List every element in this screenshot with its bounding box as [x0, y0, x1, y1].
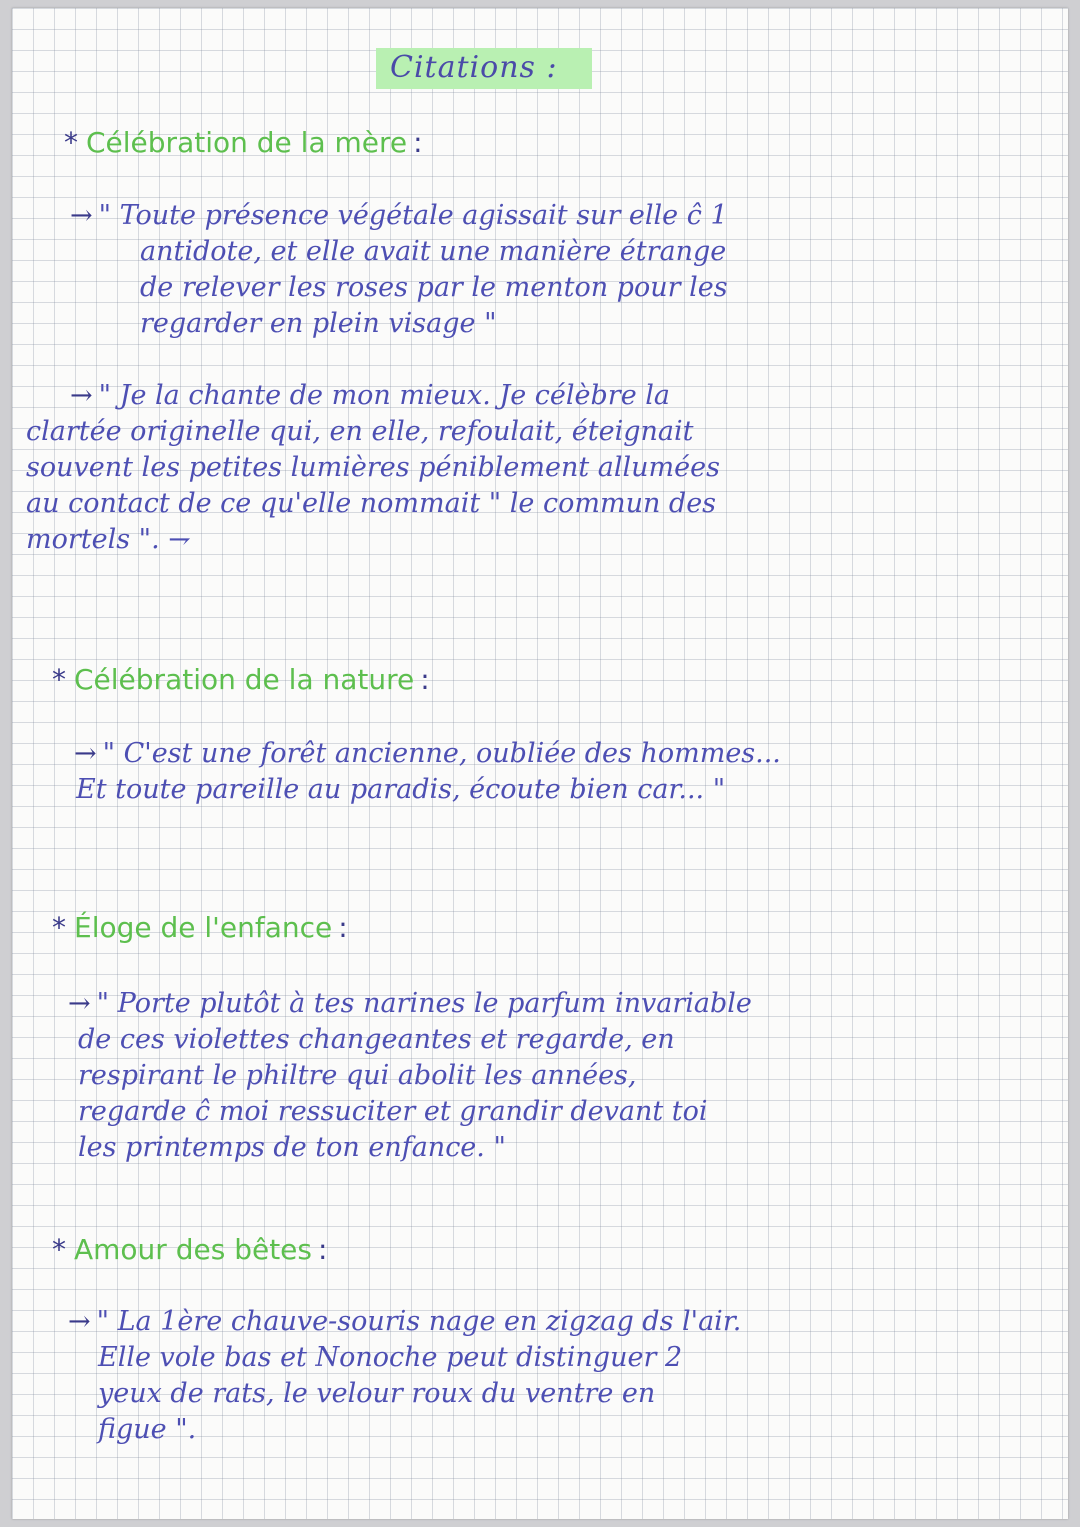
quote-line: → " Je la chante de mon mieux. Je célèbre la: [70, 380, 670, 411]
quote-line: → " Toute présence végétale agissait sur elle ĉ 1: [70, 200, 728, 231]
asterisk-icon: *: [52, 663, 66, 696]
quote-line: Elle vole bas et Nonoche peut distinguer 2: [98, 1342, 683, 1373]
quote-line: clartée originelle qui, en elle, refoulait, éteignait: [26, 416, 694, 447]
quote-line: antidote, et elle avait une manière étrange: [140, 236, 727, 267]
quote-line: au contact de ce qu'elle nommait " le commun des: [26, 488, 717, 519]
section-heading-enfance: * Éloge de l'enfance :: [52, 911, 348, 944]
asterisk-icon: *: [64, 126, 78, 159]
quote-line: figue ".: [98, 1414, 197, 1445]
quote-line: les printemps de ton enfance. ": [78, 1132, 506, 1163]
quote-line: mortels ". ⇁: [26, 524, 191, 555]
quote-line: → " C'est une forêt ancienne, oubliée des hommes...: [74, 738, 781, 769]
page-title: Citations :: [390, 50, 558, 85]
quote-betes-1: [68, 1304, 741, 1448]
quote-line: de relever les roses par le menton pour les: [140, 272, 728, 303]
quote-line: regarder en plein visage ": [140, 308, 497, 339]
notebook-page: [12, 8, 1068, 1519]
quote-nature-1: [74, 736, 781, 808]
section-heading-betes: * Amour des bêtes :: [52, 1233, 328, 1266]
quote-mere-2: [26, 378, 720, 558]
quote-line: souvent les petites lumières péniblement allumées: [26, 452, 720, 483]
quote-line: → " Porte plutôt à tes narines le parfum invariable: [68, 988, 752, 1019]
arrow-icon: →: [74, 738, 97, 769]
quote-mere-1: [70, 198, 728, 342]
quote-line: Et toute pareille au paradis, écoute bien car... ": [76, 774, 726, 805]
arrow-icon: →: [70, 380, 93, 411]
section-heading-mere: * Célébration de la mère :: [64, 126, 423, 159]
quote-line: de ces violettes changeantes et regarde, en: [78, 1024, 675, 1055]
section-heading-nature: * Célébration de la nature :: [52, 663, 430, 696]
asterisk-icon: *: [52, 1233, 66, 1266]
arrow-icon: →: [68, 1306, 91, 1337]
quote-line: yeux de rats, le velour roux du ventre en: [98, 1378, 656, 1409]
quote-line: respirant le philtre qui abolit les années,: [78, 1060, 637, 1091]
title-highlight: [376, 48, 592, 89]
arrow-icon: →: [70, 200, 93, 231]
quote-enfance-1: [68, 986, 752, 1166]
asterisk-icon: *: [52, 911, 66, 944]
arrow-icon: →: [68, 988, 91, 1019]
quote-line: → " La 1ère chauve-souris nage en zigzag ds l'air.: [68, 1306, 742, 1337]
quote-line: regarde ĉ moi ressuciter et grandir devant toi: [78, 1096, 708, 1127]
